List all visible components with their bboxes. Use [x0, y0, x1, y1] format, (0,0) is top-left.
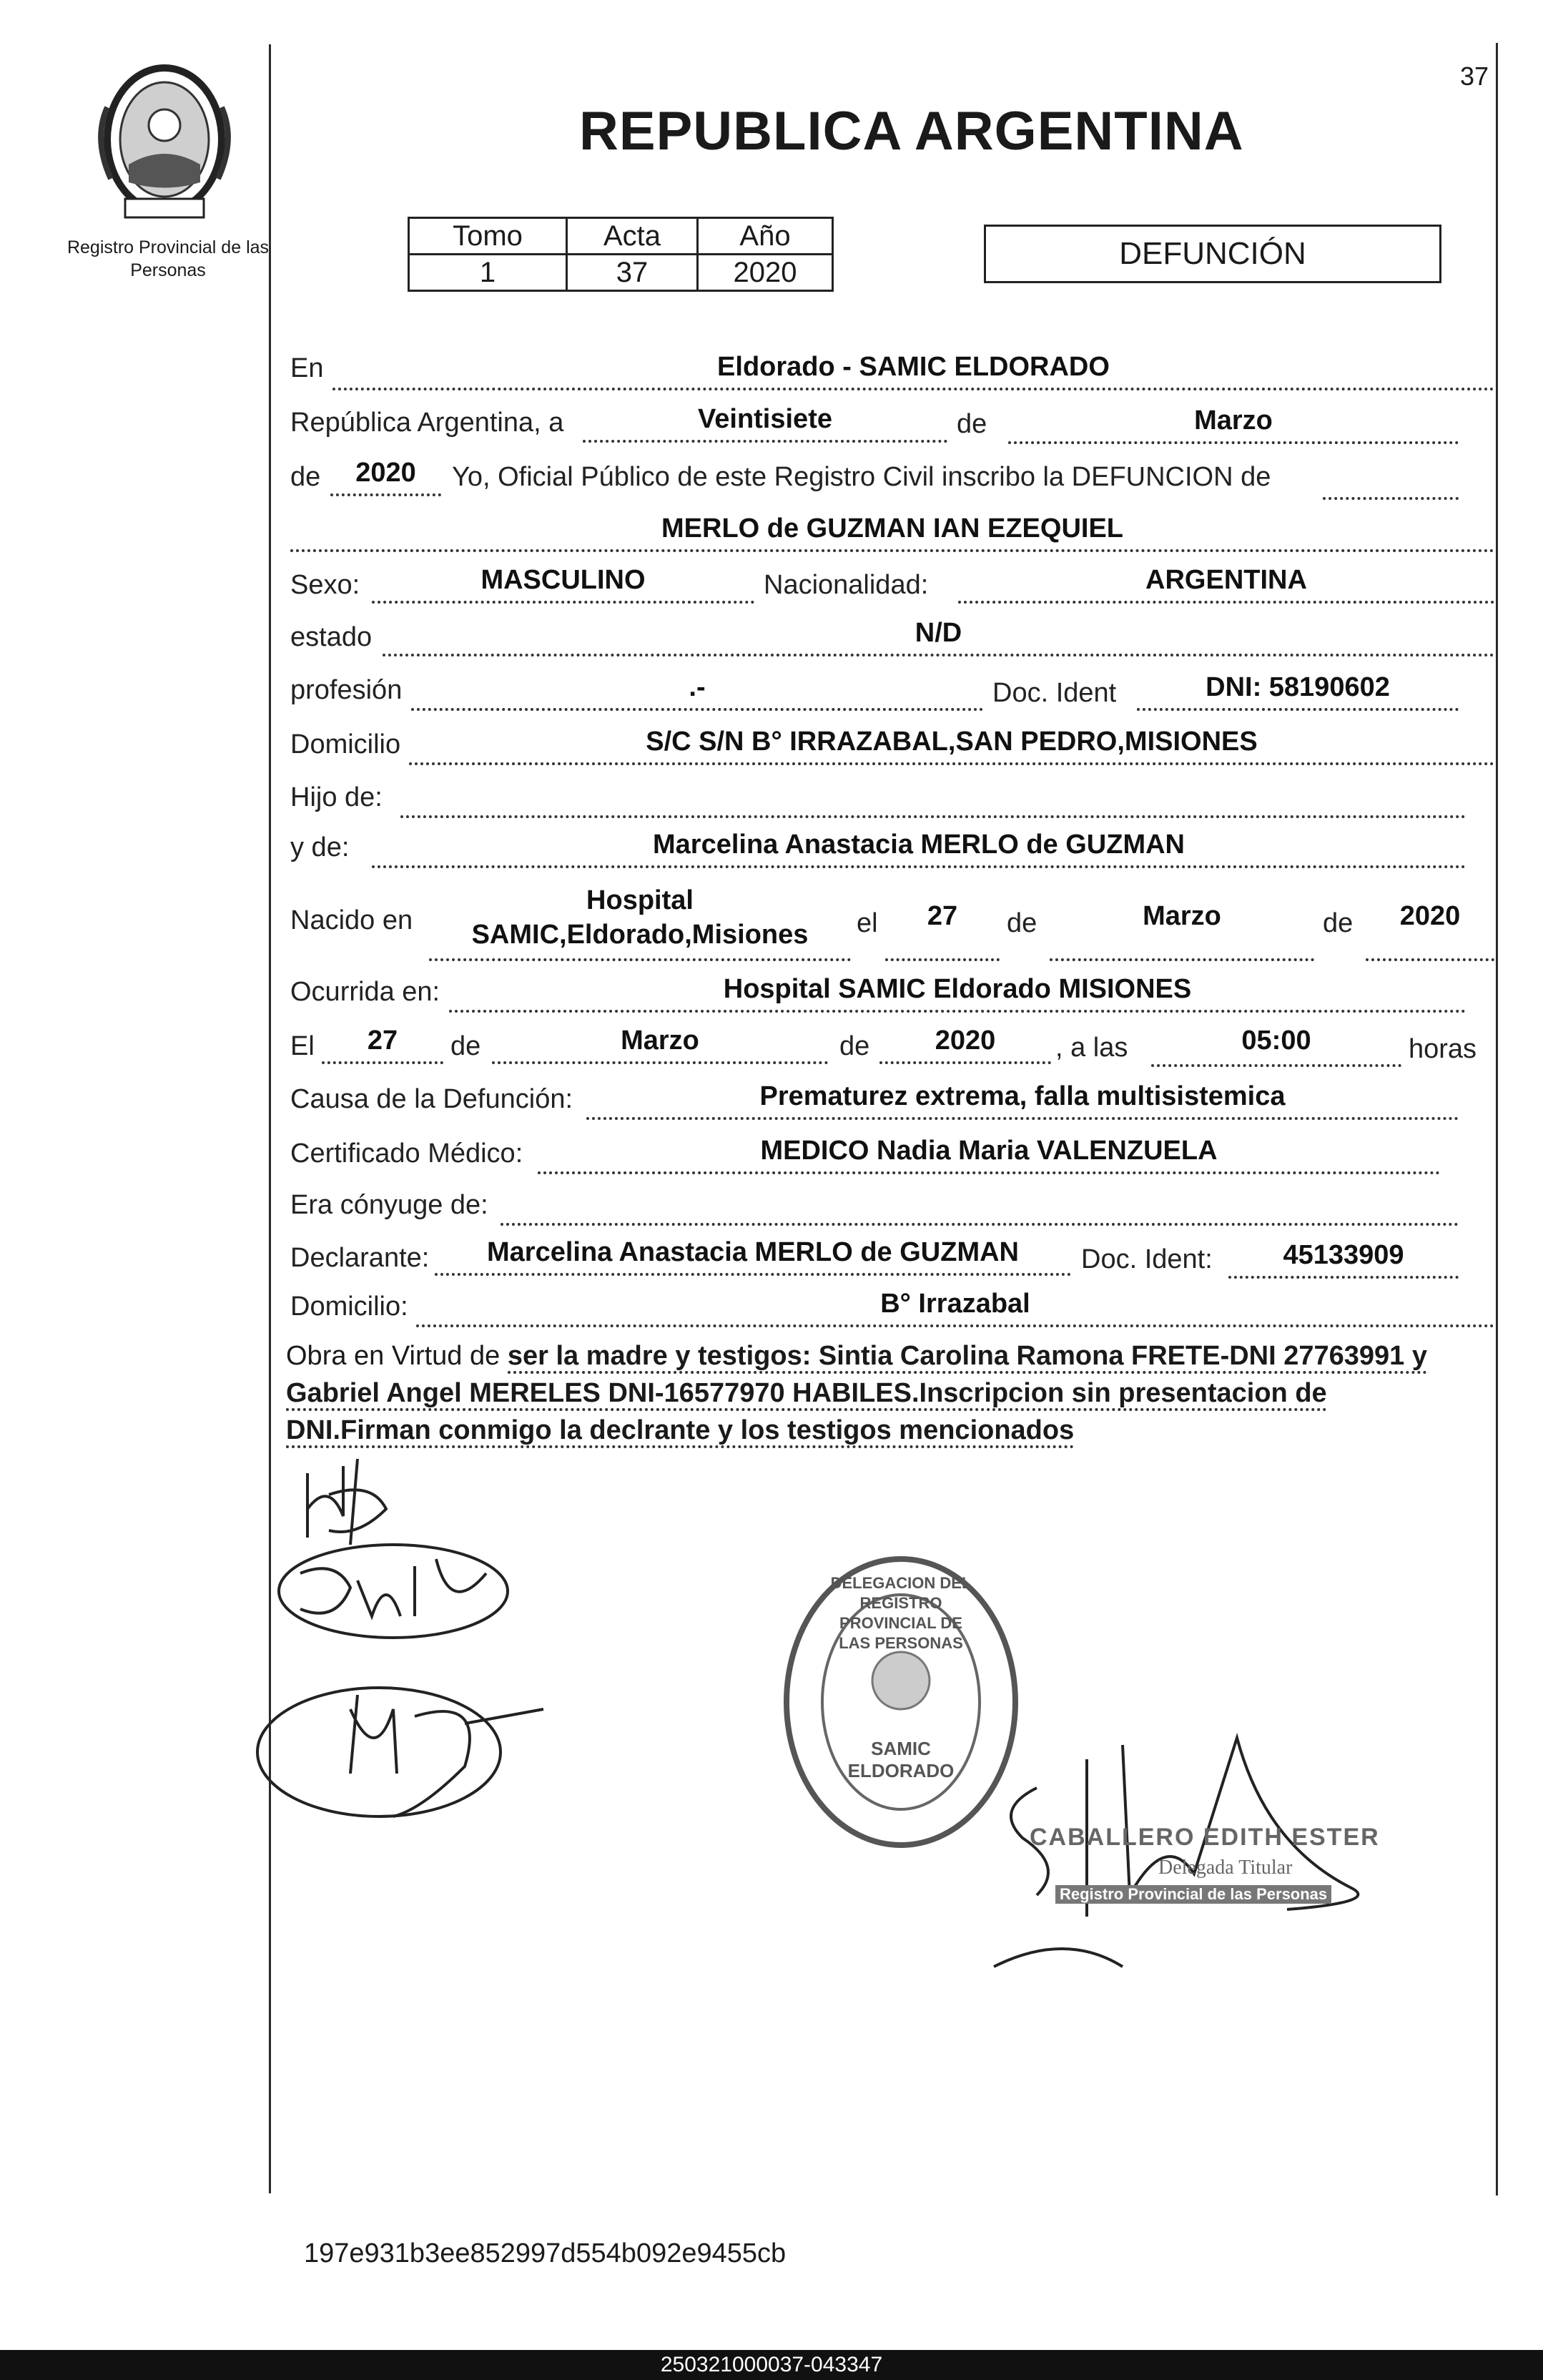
- provincial-seal-emblem: [86, 57, 243, 222]
- declarant-value: Marcelina Anastacia MERLO de GUZMAN: [487, 1237, 1019, 1267]
- death-de-label: de: [450, 1031, 481, 1061]
- born-de-label: de: [1007, 908, 1037, 938]
- act-type-box: DEFUNCIÓN: [984, 225, 1441, 283]
- spouse-label: Era cónyuge de:: [290, 1190, 488, 1220]
- declarant-label: Declarante:: [290, 1243, 430, 1273]
- signature-witness-2: [250, 1666, 551, 1838]
- ref-value-ano: 2020: [698, 255, 833, 291]
- month-de-label: de: [957, 409, 987, 439]
- right-margin-line: [1496, 43, 1498, 2195]
- address-value: S/C S/N B° IRRAZABAL,SAN PEDRO,MISIONES: [646, 727, 1258, 757]
- cause-label: Causa de la Defunción:: [290, 1084, 573, 1114]
- deceased-name: MERLO de GUZMAN IAN EZEQUIEL: [661, 513, 1123, 544]
- cert-value: MEDICO Nadia Maria VALENZUELA: [760, 1136, 1218, 1166]
- civil-status-label: estado: [290, 622, 373, 652]
- country-title: REPUBLICA ARGENTINA: [579, 101, 1244, 162]
- time-label: , a las: [1055, 1033, 1128, 1063]
- year-label: de: [290, 462, 321, 492]
- death-de2-label: de: [839, 1031, 870, 1061]
- obra-label: Obra en Virtud de: [286, 1341, 501, 1371]
- mother-label: y de:: [290, 832, 350, 862]
- cause-value: Prematurez extrema, falla multisistemica: [759, 1081, 1286, 1111]
- place-label: En: [290, 353, 324, 383]
- ref-value-acta: 37: [567, 255, 698, 291]
- father-field: [400, 780, 1466, 818]
- born-day: 27: [927, 901, 958, 931]
- obra-line1: ser la madre y testigos: Sintia Carolina Ramona FRETE-DNI 27763991 y: [508, 1341, 1427, 1374]
- sex-value: MASCULINO: [480, 565, 646, 595]
- ref-value-tomo: 1: [409, 255, 567, 291]
- document-hash: 197e931b3ee852997d554b092e9455cb: [304, 2238, 787, 2268]
- born-month: Marzo: [1143, 901, 1221, 931]
- profession-label: profesión: [290, 675, 403, 705]
- signature-official: [980, 1731, 1409, 1974]
- stamp-outer-text: DELEGACION DEL REGISTRO PROVINCIAL DE LAS PERSONAS: [830, 1574, 972, 1652]
- el-label: El: [290, 1031, 315, 1061]
- ref-table-value-row: [409, 255, 833, 291]
- year-value: 2020: [355, 458, 416, 488]
- doc-value: DNI: 58190602: [1206, 672, 1390, 702]
- nationality-value: ARGENTINA: [1145, 565, 1307, 595]
- official-name: CABALLERO EDITH ESTER: [1030, 1824, 1380, 1851]
- hours-label: horas: [1409, 1034, 1477, 1064]
- stamp-inner-text: SAMIC ELDORADO: [847, 1738, 955, 1781]
- declarant-address-value: B° Irrazabal: [880, 1289, 1030, 1319]
- obra-line3: DNI.Firman conmigo la declrante y los testigos mencionados: [286, 1415, 1074, 1448]
- month-value: Marzo: [1194, 405, 1273, 436]
- act-reference-table: [408, 217, 834, 292]
- ref-header-tomo: Tomo: [409, 218, 567, 255]
- death-month: Marzo: [621, 1026, 699, 1056]
- born-year: 2020: [1399, 901, 1461, 931]
- registry-name: Registro Provincial de las Personas: [66, 237, 270, 280]
- spouse-field: [501, 1187, 1459, 1226]
- address-label: Domicilio: [290, 729, 401, 759]
- occurred-label: Ocurrida en:: [290, 977, 440, 1007]
- mother-value: Marcelina Anastacia MERLO de GUZMAN: [653, 830, 1185, 860]
- left-margin-line: [269, 44, 271, 2193]
- occurred-value: Hospital SAMIC Eldorado MISIONES: [723, 974, 1192, 1004]
- born-el-label: el: [857, 908, 878, 938]
- born-place-line1: Hospital: [586, 885, 694, 915]
- place-value: Eldorado - SAMIC ELDORADO: [717, 352, 1110, 382]
- official-office: Registro Provincial de las Personas: [1055, 1885, 1331, 1904]
- official-role: Delegada Titular: [1158, 1857, 1293, 1879]
- death-day: 27: [367, 1026, 398, 1056]
- death-year: 2020: [935, 1026, 996, 1056]
- cert-label: Certificado Médico:: [290, 1139, 523, 1169]
- provincial-seal: [86, 57, 243, 222]
- ref-table-header-row: [409, 218, 833, 255]
- nationality-label: Nacionalidad:: [764, 570, 929, 600]
- inscribe-field: [1323, 461, 1459, 500]
- ref-header-acta: Acta: [567, 218, 698, 255]
- born-de2-label: de: [1323, 908, 1354, 938]
- obra-paragraph: [286, 1337, 1494, 1449]
- declarant-doc-label: Doc. Ident:: [1081, 1244, 1213, 1274]
- doc-label: Doc. Ident: [992, 678, 1117, 708]
- declarant-doc-value: 45133909: [1283, 1240, 1404, 1270]
- republic-label: República Argentina, a: [290, 408, 564, 438]
- death-time: 05:00: [1241, 1026, 1311, 1056]
- day-value: Veintisiete: [698, 404, 832, 434]
- inscribe-text: Yo, Oficial Público de este Registro Civil inscribo la DEFUNCION de: [452, 462, 1271, 492]
- civil-status-value: N/D: [915, 618, 962, 648]
- sex-label: Sexo:: [290, 570, 360, 600]
- born-place-line2: SAMIC,Eldorado,Misiones: [471, 920, 809, 950]
- father-label: Hijo de:: [290, 782, 383, 812]
- born-label: Nacido en: [290, 905, 413, 935]
- footer-code: 250321000037-043347: [0, 2350, 1543, 2380]
- ref-header-ano: Año: [698, 218, 833, 255]
- obra-line2: Gabriel Angel MERELES DNI-16577970 HABILES.Inscripcion sin presentacion de: [286, 1378, 1327, 1411]
- profession-value: .-: [689, 672, 706, 702]
- page-number: 37: [1460, 62, 1489, 91]
- declarant-address-label: Domicilio:: [290, 1292, 408, 1322]
- signature-witness-1: [272, 1530, 529, 1652]
